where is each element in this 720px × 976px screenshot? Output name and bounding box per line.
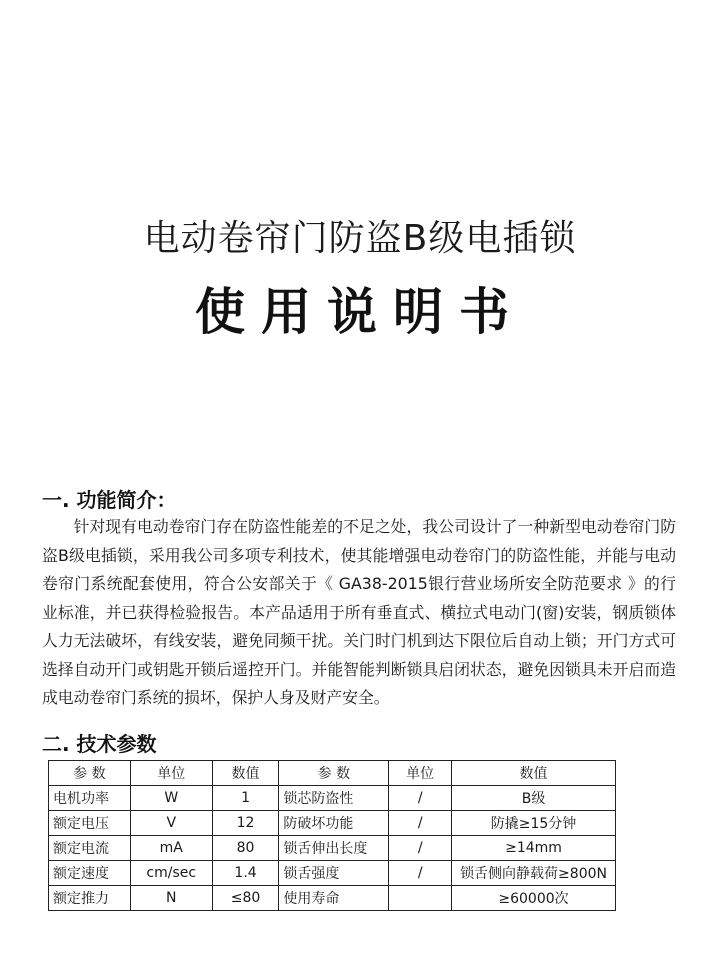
table-header: 单位 <box>130 761 212 786</box>
table-cell: 80 <box>212 836 279 861</box>
table-header: 单位 <box>389 761 452 786</box>
table-cell: V <box>130 811 212 836</box>
table-cell: 额定速度 <box>49 861 131 886</box>
features-paragraph: 针对现有电动卷帘门存在防盗性能差的不足之处，我公司设计了一种新型电动卷帘门防盗B级电插锁，采用我公司多项专利技术，使其能增强电动卷帘门的防盗性能，并能与电动卷帘门系统配套使用，符合公安部关于《 GA38-2015银行营业场所安全防范要求 》的行业标准，并已获得检验报告。本产品适用于所有垂直式、横拉式电动门(窗)安装，钢质锁体人力无法破坏，有线安装，避免同频干扰。关门时门机到达下限位后自动上锁；开门方式可选择自动开门或钥匙开锁后遥控开门。并能智能判断锁具启闭状态，避免因锁具未开启而造成电动卷帘门系统的损坏，保护人身及财产安全。 <box>42 517 676 707</box>
spec-table <box>48 760 616 911</box>
document-subtitle: 使用说明书 <box>195 282 525 341</box>
table-cell: / <box>389 811 452 836</box>
table-cell: 12 <box>212 811 279 836</box>
table-cell: 1.4 <box>212 861 279 886</box>
table-cell: / <box>389 836 452 861</box>
table-row <box>49 836 616 861</box>
table-cell: 锁舌伸出长度 <box>279 836 389 861</box>
section-heading-specs: 二. 技术参数 <box>42 732 157 756</box>
section-heading-features: 一. 功能简介： <box>42 488 177 512</box>
table-cell: N <box>130 886 212 911</box>
table-cell: 额定电流 <box>49 836 131 861</box>
table-cell: B级 <box>452 786 616 811</box>
table-header: 参 数 <box>279 761 389 786</box>
table-cell: ≥60000次 <box>452 886 616 911</box>
table-cell: 锁舌强度 <box>279 861 389 886</box>
table-cell: 防撬≥15分钟 <box>452 811 616 836</box>
table-header-row <box>49 761 616 786</box>
table-cell: 电机功率 <box>49 786 131 811</box>
table-cell: mA <box>130 836 212 861</box>
table-cell: W <box>130 786 212 811</box>
document-title: 电动卷帘门防盗B级电插锁 <box>143 218 577 259</box>
table-cell: 1 <box>212 786 279 811</box>
table-cell: 防破坏功能 <box>279 811 389 836</box>
table-cell <box>389 886 452 911</box>
table-row <box>49 861 616 886</box>
table-row <box>49 786 616 811</box>
table-cell: / <box>389 786 452 811</box>
table-cell: 额定推力 <box>49 886 131 911</box>
table-header: 数值 <box>212 761 279 786</box>
table-cell: 使用寿命 <box>279 886 389 911</box>
table-header: 数值 <box>452 761 616 786</box>
table-row <box>49 811 616 836</box>
table-cell: ≥14mm <box>452 836 616 861</box>
table-cell: ≤80 <box>212 886 279 911</box>
table-cell: 额定电压 <box>49 811 131 836</box>
table-header: 参 数 <box>49 761 131 786</box>
table-row <box>49 886 616 911</box>
table-cell: / <box>389 861 452 886</box>
table-cell: 锁芯防盗性 <box>279 786 389 811</box>
table-cell: cm/sec <box>130 861 212 886</box>
table-cell: 锁舌侧向静载荷≥800N <box>452 861 616 886</box>
